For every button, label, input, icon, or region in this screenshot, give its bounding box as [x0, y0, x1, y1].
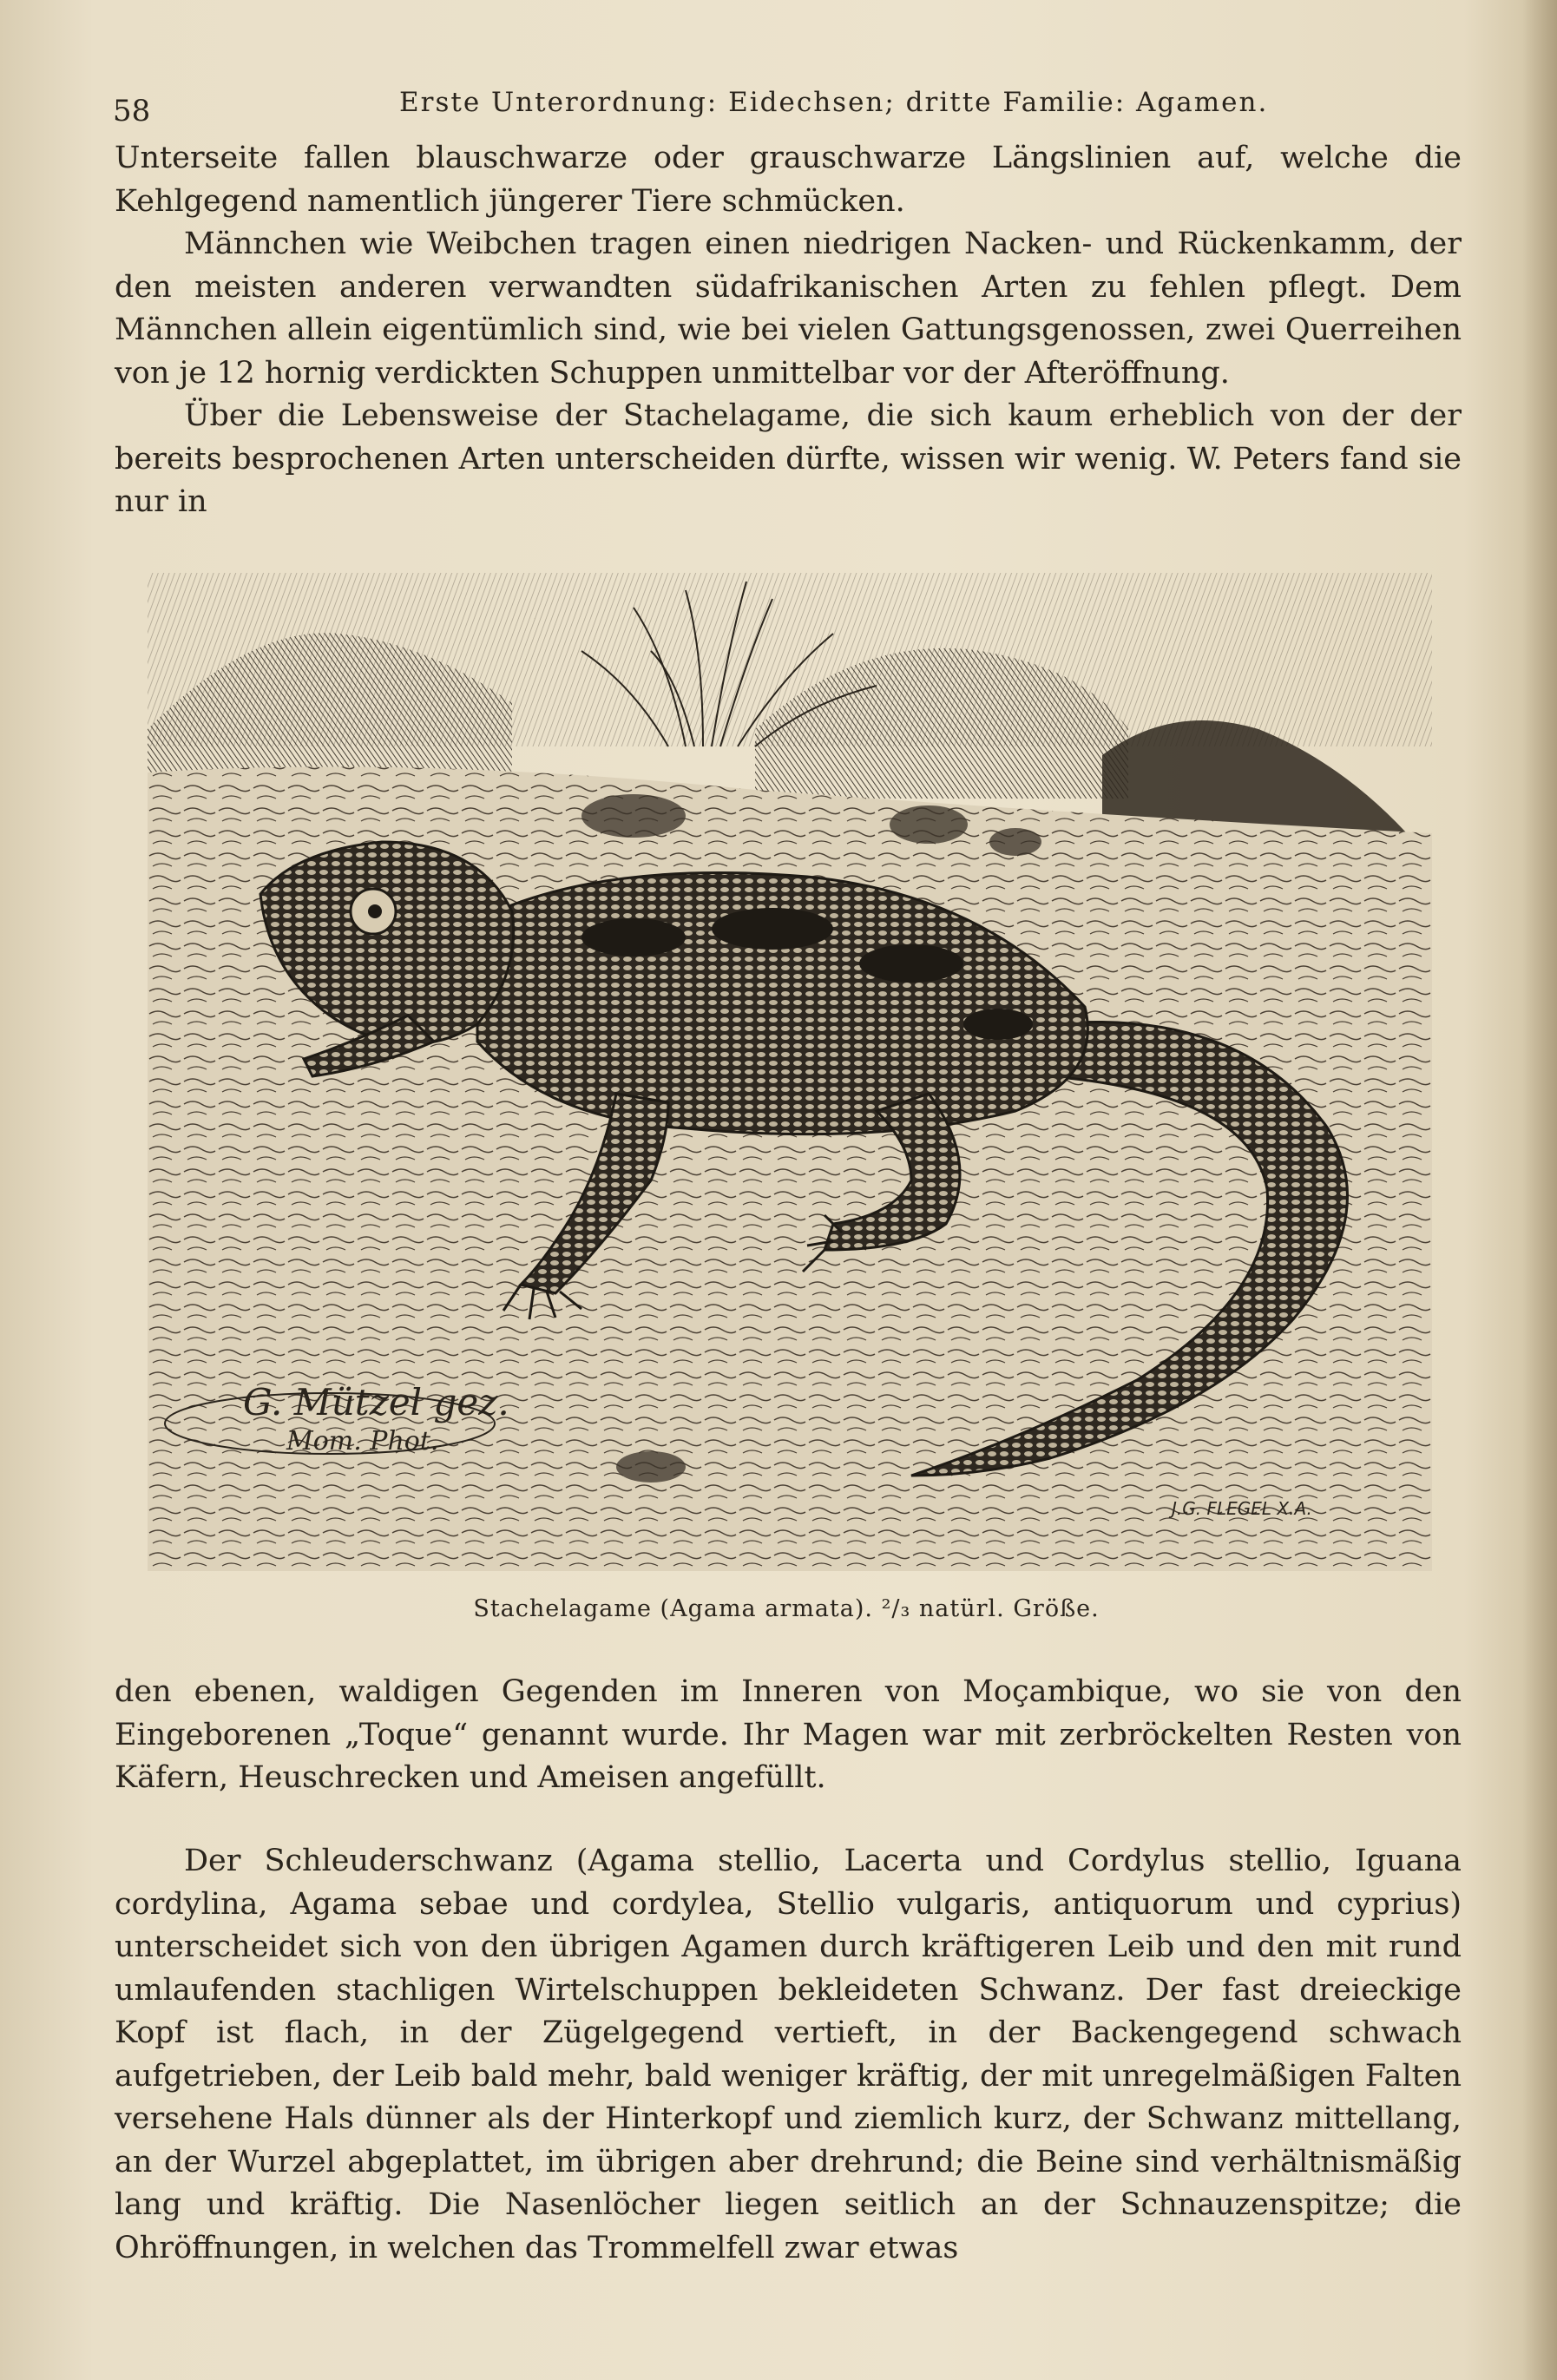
paragraph-schleuderschwanz: Der Schleuderschwanz (Agama stellio, Lacerta und Cordylus stellio, Iguana cordylina, Agama sebae und cordylea, Stellio vulgaris, antiquorum und cyprius) unterscheidet sich von den übrigen Agamen durch kräftigeren Leib und den mit rund umlaufenden stachligen Wirtelschuppen bekleideten Schwanz. Der fast dreieckige Kopf ist flach, in der Zügelgegend vertieft, in der Backengegend schwach aufgetrieben, der Leib bald mehr, bald weniger kräftig, der mit unregelmäßigen Falten versehene Hals dünner als der Hinterkopf und ziemlich kurz, der Schwanz mittellang, an der Wurzel abgeplattet, im übrigen aber drehrund; die Beine sind verhältnismäßig lang und kräftig. Die Nasenlöcher liegen seitlich an der Schnauzenspitze; die Ohröffnungen, in welchen das Trommelfell zwar etwas	[115, 1844, 1462, 2265]
paragraph-2: Männchen wie Weibchen tragen einen niedrigen Nacken- und Rückenkamm, der den meisten anderen verwandten südafrikanischen Arten zu fehlen pflegt. Dem Männchen allein eigentümlich sind, wie bei vielen Gattungsgenossen, zwei Querreihen von je 12 hornig verdickten Schuppen unmittelbar vor der Afteröffnung.	[115, 227, 1462, 391]
running-head: Erste Unterordnung: Eidechsen; dritte Familie: Agamen.	[399, 87, 1269, 118]
text-block-continued	[115, 1671, 1462, 1800]
engraver-mark: J.G. FLEGEL X.A.	[1172, 1498, 1312, 1519]
svg-text:G. Mützel gez.: G. Mützel gez.	[243, 1381, 509, 1423]
paragraph-continued: den ebenen, waldigen Gegenden im Inneren von Moçambique, wo sie von den Eingeborenen „Toque“ genannt wurde. Ihr Magen war mit zerbröckelten Resten von Käfern, Heuschrecken und Ameisen angefüllt.	[115, 1674, 1462, 1795]
page-edge-shadow	[1522, 0, 1557, 2380]
engraving-illustration	[148, 556, 1432, 1571]
paragraph-3: Über die Lebensweise der Stachelagame, die sich kaum erheblich von der der bereits besprochenen Arten unterscheiden dürfte, wissen wir wenig. W. Peters fand sie nur in	[115, 398, 1462, 519]
lizard-engraving	[148, 556, 1432, 1571]
text-block-new	[115, 1840, 1462, 2270]
figure-caption: Stachelagame (Agama armata). ²/₃ natürl. Größe.	[473, 1595, 1100, 1622]
page-number: 58	[113, 94, 151, 128]
text-block-top	[115, 137, 1462, 524]
svg-text:Mom. Phot.: Mom. Phot.	[286, 1426, 439, 1456]
page-header	[113, 87, 1467, 130]
paragraph-1: Unterseite fallen blauschwarze oder grauschwarze Längslinien auf, welche die Kehlgegend namentlich jüngerer Tiere schmücken.	[115, 141, 1462, 219]
